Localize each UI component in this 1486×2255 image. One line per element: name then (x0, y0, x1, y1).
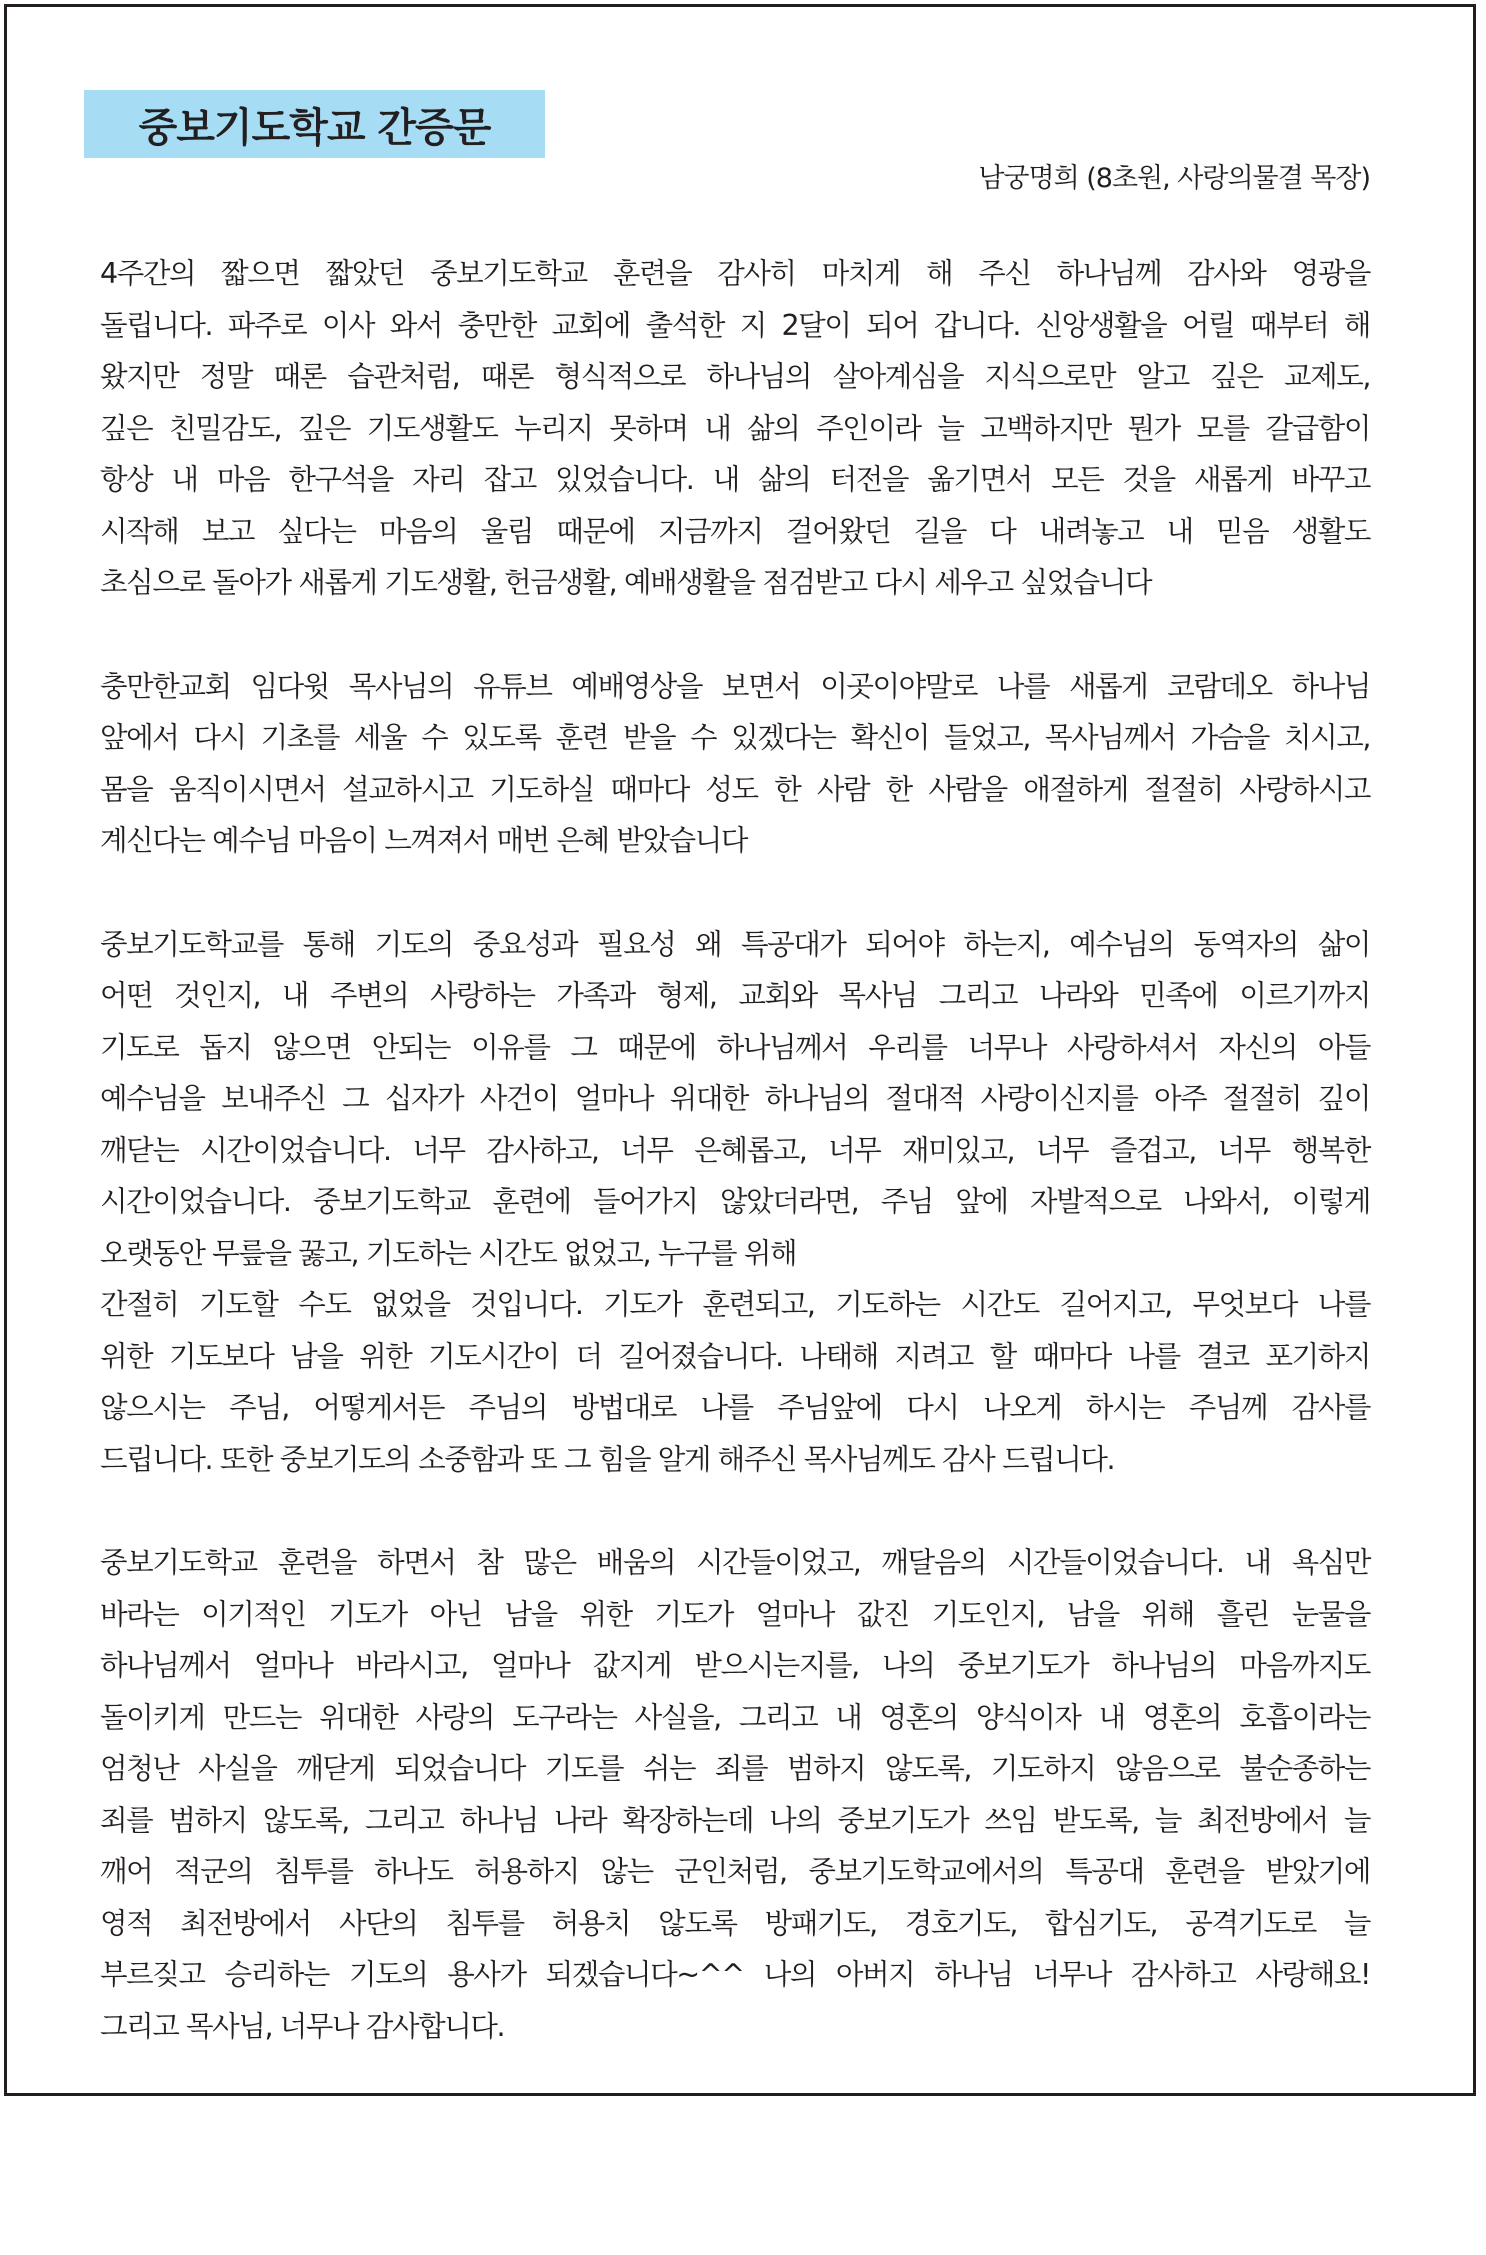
paragraph-2 (100, 661, 1370, 867)
text-line: 어떤 것인지, 내 주변의 사랑하는 가족과 형제, 교회와 목사님 그리고 나라와 민족에 이르기까지 (100, 979, 1370, 1012)
paragraph-4 (100, 1537, 1370, 2052)
paragraph-1 (100, 248, 1370, 609)
text-line: 위한 기도보다 남을 위한 기도시간이 더 길어졌습니다. 나태해 지려고 할 때마다 나를 결코 포기하지 (100, 1339, 1370, 1373)
text-line: 돌이키게 만드는 위대한 사랑의 도구라는 사실을, 그리고 내 영혼의 양식이자 내 영혼의 호흡이라는 (100, 1700, 1370, 1734)
text-line: 돌립니다. 파주로 이사 와서 충만한 교회에 출석한 지 2달이 되어 갑니다. 신앙생활을 어릴 때부터 해 (100, 308, 1370, 342)
text-line: 엄청난 사실을 깨닫게 되었습니다 기도를 쉬는 죄를 범하지 않도록, 기도하지 않음으로 불순종하는 (100, 1752, 1370, 1785)
text-line: 깨닫는 시간이었습니다. 너무 감사하고, 너무 은혜롭고, 너무 재미있고, 너무 즐겁고, 너무 행복한 (100, 1133, 1370, 1167)
text-line: 죄를 범하지 않도록, 그리고 하나님 나라 확장하는데 나의 중보기도가 쓰임 받도록, 늘 최전방에서 늘 (100, 1803, 1370, 1837)
text-line: 앞에서 다시 기초를 세울 수 있도록 훈련 받을 수 있겠다는 확신이 들었고, 목사님께서 가슴을 치시고, (100, 721, 1370, 754)
text-line: 중보기도학교 훈련을 하면서 참 많은 배움의 시간들이었고, 깨달음의 시간들이었습니다. 내 욕심만 (100, 1546, 1370, 1579)
text-line: 4주간의 짧으면 짧았던 중보기도학교 훈련을 감사히 마치게 해 주신 하나님께 감사와 영광을 (100, 257, 1370, 290)
text-line: 초심으로 돌아가 새롭게 기도생활, 헌금생활, 예배생활을 점검받고 다시 세우고 싶었습니다 (100, 566, 1152, 599)
text-line: 드립니다. 또한 중보기도의 소중함과 또 그 힘을 알게 해주신 목사님께도 감사 드립니다. (100, 1442, 1115, 1476)
text-line: 왔지만 정말 때론 습관처럼, 때론 형식적으로 하나님의 살아계심을 지식으로만 알고 깊은 교제도, (100, 360, 1370, 393)
text-line: 바라는 이기적인 기도가 아닌 남을 위한 기도가 얼마나 값진 기도인지, 남을 위해 흘린 눈물을 (100, 1597, 1370, 1631)
text-line: 않으시는 주님, 어떻게서든 주님의 방법대로 나를 주님앞에 다시 나오게 하시는 주님께 감사를 (100, 1391, 1370, 1424)
text-line: 예수님을 보내주신 그 십자가 사건이 얼마나 위대한 하나님의 절대적 사랑이신지를 아주 절절히 깊이 (100, 1082, 1370, 1115)
document-title: 중보기도학교 간증문 (84, 90, 545, 158)
author-byline: 남궁명희 (8초원, 사랑의물결 목장) (978, 163, 1370, 194)
paragraph-3 (100, 919, 1370, 1486)
document-body (100, 248, 1370, 2104)
text-line: 시간이었습니다. 중보기도학교 훈련에 들어가지 않았더라면, 주님 앞에 자발적으로 나와서, 이렇게 (100, 1185, 1370, 1218)
text-line: 영적 최전방에서 사단의 침투를 허용치 않도록 방패기도, 경호기도, 합심기도, 공격기도로 늘 (100, 1906, 1370, 1940)
text-line: 중보기도학교를 통해 기도의 중요성과 필요성 왜 특공대가 되어야 하는지, 예수님의 동역자의 삶이 (100, 927, 1370, 961)
text-line: 그리고 목사님, 너무나 감사합니다. (100, 2009, 505, 2043)
text-line: 간절히 기도할 수도 없었을 것입니다. 기도가 훈련되고, 기도하는 시간도 길어지고, 무엇보다 나를 (100, 1288, 1370, 1321)
text-line: 부르짖고 승리하는 기도의 용사가 되겠습니다~^^ 나의 아버지 하나님 너무나 감사하고 사랑해요! (100, 1958, 1370, 1991)
text-line: 기도로 돕지 않으면 안되는 이유를 그 때문에 하나님께서 우리를 너무나 사랑하셔서 자신의 아들 (100, 1030, 1370, 1064)
text-line: 하나님께서 얼마나 바라시고, 얼마나 값지게 받으시는지를, 나의 중보기도가 하나님의 마음까지도 (100, 1649, 1370, 1682)
text-line: 몸을 움직이시면서 설교하시고 기도하실 때마다 성도 한 사람 한 사람을 애절하게 절절히 사랑하시고 (100, 772, 1370, 806)
text-line: 오랫동안 무릎을 꿇고, 기도하는 시간도 없었고, 누구를 위해 (100, 1236, 797, 1270)
text-line: 계신다는 예수님 마음이 느껴져서 매번 은혜 받았습니다 (100, 824, 747, 857)
text-line: 깨어 적군의 침투를 하나도 허용하지 않는 군인처럼, 중보기도학교에서의 특공대 훈련을 받았기에 (100, 1855, 1370, 1888)
text-line: 시작해 보고 싶다는 마음의 울림 때문에 지금까지 걸어왔던 길을 다 내려놓고 내 믿음 생활도 (100, 514, 1370, 548)
text-line: 항상 내 마음 한구석을 자리 잡고 있었습니다. 내 삶의 터전을 옮기면서 모든 것을 새롭게 바꾸고 (100, 463, 1370, 496)
text-line: 충만한교회 임다윗 목사님의 유튜브 예배영상을 보면서 이곳이야말로 나를 새롭게 코람데오 하나님 (100, 669, 1370, 703)
text-line: 깊은 친밀감도, 깊은 기도생활도 누리지 못하며 내 삶의 주인이라 늘 고백하지만 뭔가 모를 갈급함이 (100, 411, 1370, 445)
